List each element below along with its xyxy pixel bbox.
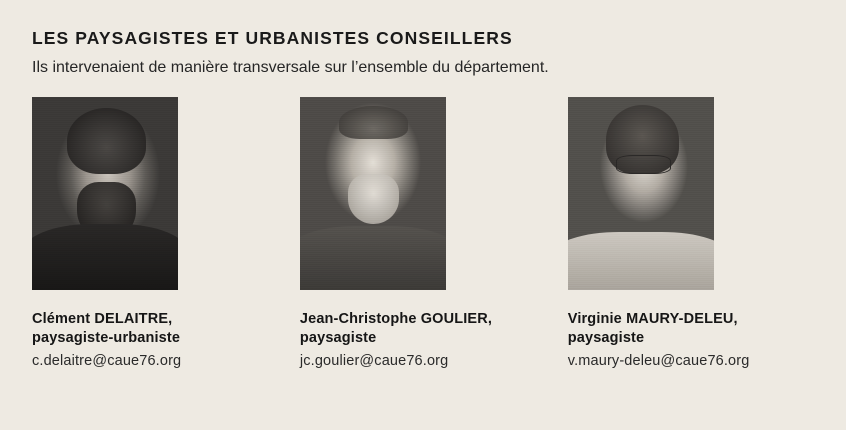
person-caption (568, 310, 814, 373)
portrait-photo (32, 97, 178, 290)
person-name: Virginie MAURY-DELEU, (567, 310, 738, 327)
person-role: paysagiste (299, 329, 377, 346)
portrait-photo (568, 97, 714, 290)
person-email[interactable]: c.delaitre@caue76.org (32, 353, 182, 370)
person-name: Jean-Christophe GOULIER, (299, 310, 493, 327)
person-name: Clément DELAITRE, (32, 310, 173, 327)
person-email[interactable]: v.maury-deleu@caue76.org (567, 353, 750, 370)
person-email[interactable]: jc.goulier@caue76.org (299, 353, 449, 370)
list-item (300, 97, 568, 373)
list-item (568, 97, 814, 373)
person-caption (32, 310, 300, 373)
page-title: LES PAYSAGISTES ET URBANISTES CONSEILLERS (32, 28, 513, 48)
photo-grain-overlay (300, 97, 446, 290)
person-role: paysagiste (567, 329, 645, 346)
people-list (32, 97, 814, 373)
person-caption (300, 310, 568, 373)
photo-grain-overlay (568, 97, 714, 290)
list-item (32, 97, 300, 373)
portrait-photo (300, 97, 446, 290)
page-subtitle: Ils intervenaient de manière transversale sur l’ensemble du département. (32, 59, 549, 76)
person-role: paysagiste-urbaniste (32, 329, 181, 346)
photo-grain-overlay (32, 97, 178, 290)
